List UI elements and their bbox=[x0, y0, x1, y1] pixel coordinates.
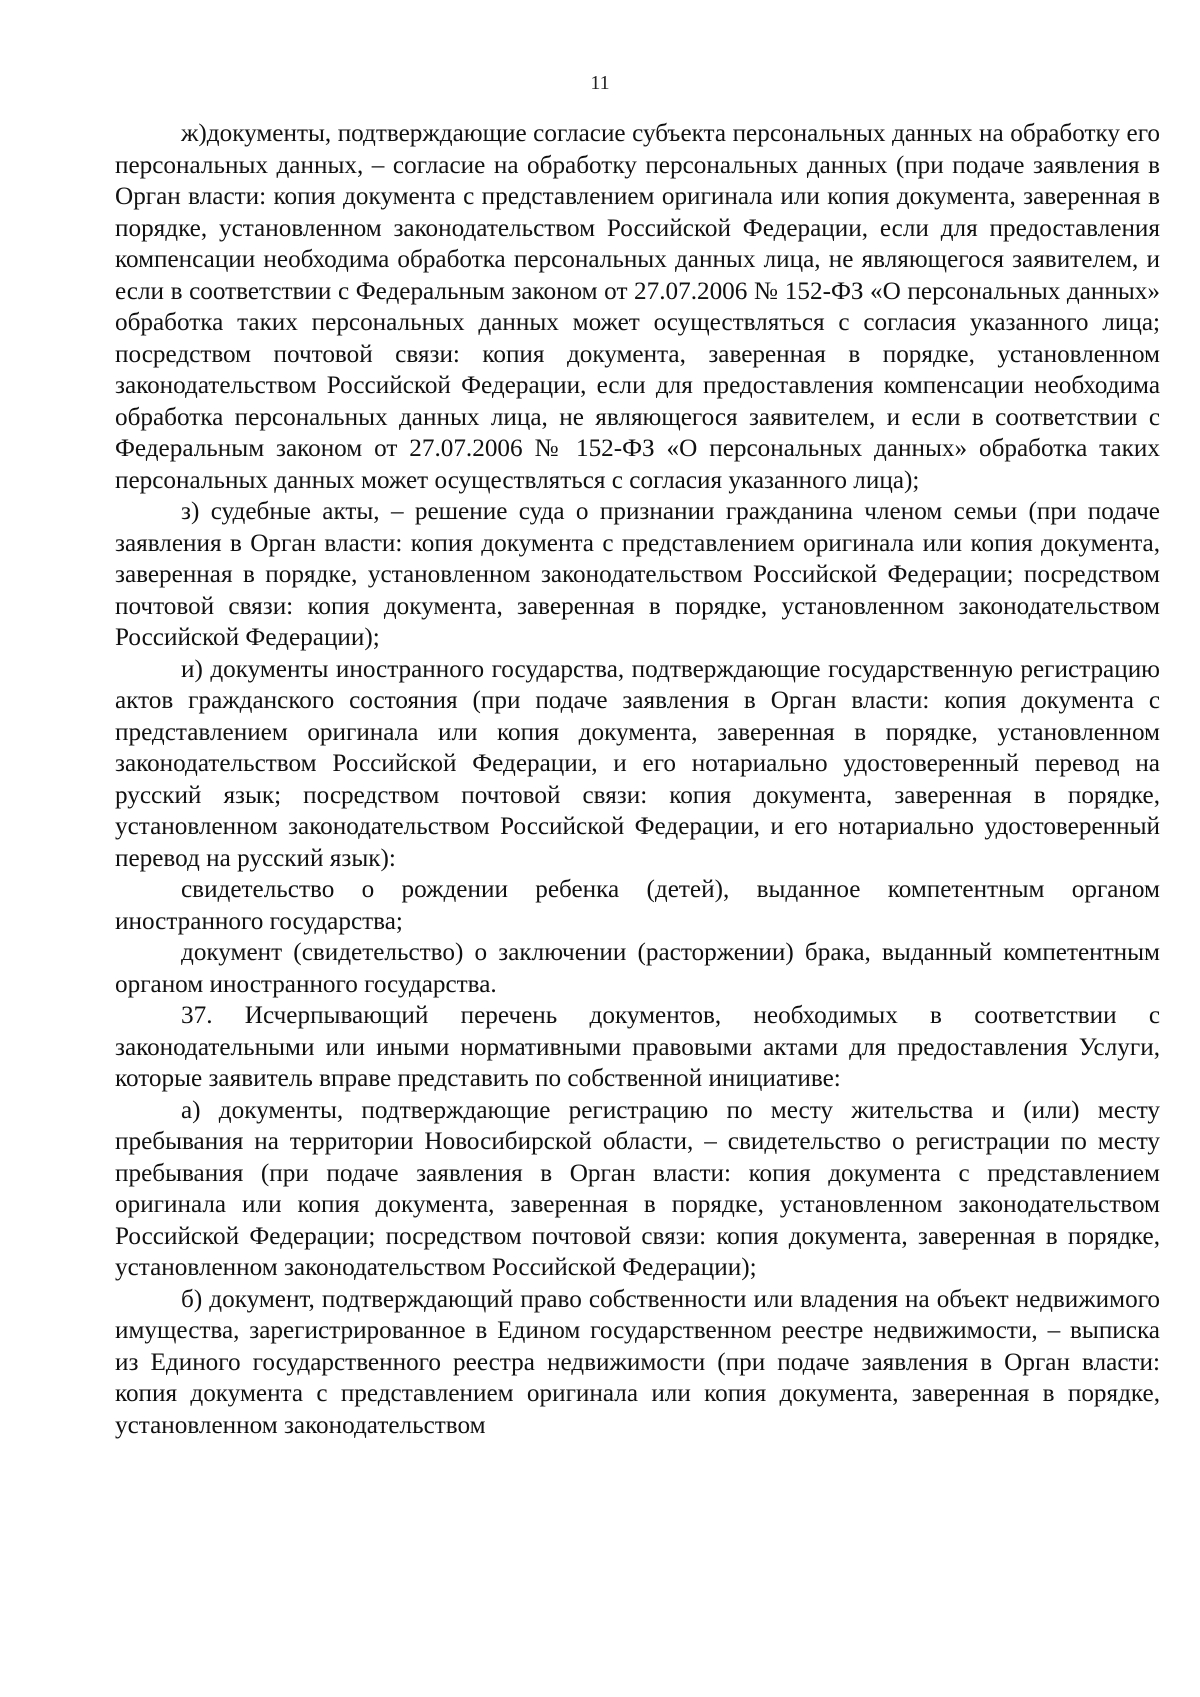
paragraph-zh-consent-documents: ж)документы, подтверждающие согласие субъекта персональных данных на обработку его персональных данных, – согласие на обработку персональных данных (при подаче заявления в Орган власти: копия документа с представлением оригинала или копия документа, заверенная в порядке, установленном законодательством Российской Федерации, если для предоставления компенсации необходима обработка персональных данных лица, не являющегося заявителем, и если в соответствии с Федеральным законом от 27.07.2006 № 152-ФЗ «О персональных данных» обработка таких персональных данных может осуществляться с согласия указанного лица; посредством почтовой связи: копия документа, заверенная в порядке, установленном законодательством Российской Федерации, если для предоставления компенсации необходима обработка персональных данных лица, не являющегося заявителем, и если в соответствии с Федеральным законом от 27.07.2006 № 152-ФЗ «О персональных данных» обработка таких персональных данных может осуществляться с согласия указанного лица); bbox=[115, 120, 1160, 494]
paragraph-marriage-certificate: документ (свидетельство) о заключении (расторжении) брака, выданный компетентным органом иностранного государства. bbox=[115, 939, 1160, 998]
paragraph-z-court-acts: з) судебные акты, – решение суда о признании гражданина членом семьи (при подаче заявления в Орган власти: копия документа с представлением оригинала или копия документа, заверенная в порядке, установленном законодательством Российской Федерации; посредством почтовой связи: копия документа, заверенная в порядке, установленном законодательством Российской Федерации); bbox=[115, 498, 1160, 651]
paragraph-i-foreign-documents: и) документы иностранного государства, подтверждающие государственную регистрацию актов гражданского состояния (при подаче заявления в Орган власти: копия документа с представлением оригинала или копия документа, заверенная в порядке, установленном законодательством Российской Федерации, и его нотариально удостоверенный перевод на русский язык; посредством почтовой связи: копия документа, заверенная в порядке, установленном законодательством Российской Федерации, и его нотариально удостоверенный перевод на русский язык): bbox=[115, 655, 1160, 872]
paragraph-b-property-documents: б) документ, подтверждающий право собственности или владения на объект недвижимого имущества, зарегистрированное в Едином государственном реестре недвижимости, – выписка из Единого государственного реестра недвижимости (при подаче заявления в Орган власти: копия документа с представлением оригинала или копия документа, заверенная в порядке, установленном законодательством bbox=[115, 1285, 1160, 1439]
paragraph-a-registration-documents: а) документы, подтверждающие регистрацию по месту жительства и (или) месту пребывания на территории Новосибирской области, – свидетельство о регистрации по месту пребывания (при подаче заявления в Орган власти: копия документа с представлением оригинала или копия документа, заверенная в порядке, установленном законодательством Российской Федерации; посредством почтовой связи: копия документа, заверенная в порядке, установленном законодательством Российской Федерации); bbox=[115, 1096, 1160, 1281]
page-number: 11 bbox=[590, 72, 610, 94]
document-body bbox=[115, 118, 1160, 1441]
paragraph-birth-certificate: свидетельство о рождении ребенка (детей), выданное компетентным органом иностранного государства; bbox=[115, 876, 1160, 935]
paragraph-item-37: 37. Исчерпывающий перечень документов, необходимых в соответствии с законодательными или иными нормативными правовыми актами для предоставления Услуги, которые заявитель вправе представить по собственной инициативе: bbox=[115, 1002, 1160, 1092]
